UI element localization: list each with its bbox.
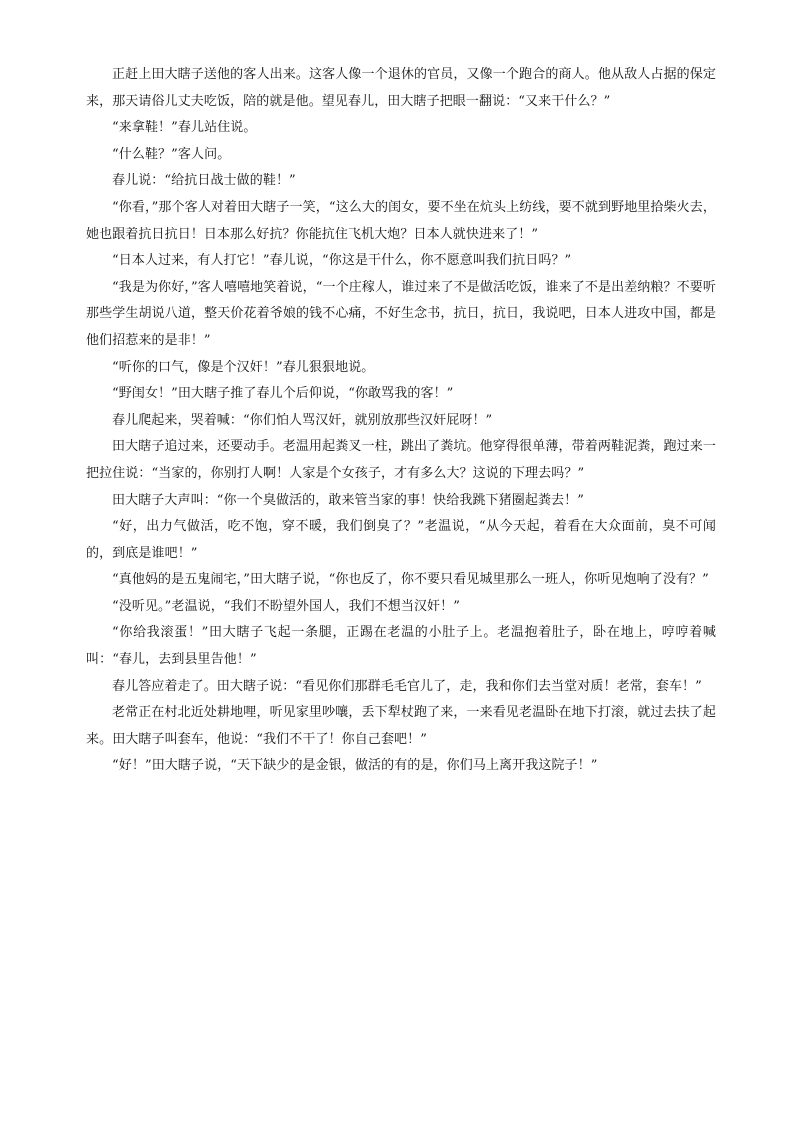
paragraph: “听你的口气，像是个汉奸！”春儿狠狠地说。 xyxy=(112,359,375,375)
paragraph: “真他妈的是五鬼闹宅，”田大瞎子说，“你也反了，你不要只看见城里那么一班人，你听见炮响了没有？” xyxy=(112,572,709,588)
paragraph: 田大瞎子追过来，还要动手。老温用起粪叉一柱，跳出了粪坑。他穿得很单薄，带着两鞋泥粪，跑过来一把拉住说：“当家的，你别打人啊！人家是个女孩子，才有多么大？这说的下理去吗？” xyxy=(86,439,716,481)
paragraph: 春儿答应着走了。田大瞎子说：“看见你们那群毛毛官儿了，走，我和你们去当堂对质！老常，套车！” xyxy=(112,678,702,694)
paragraph: “我是为你好，”客人嘻嘻地笑着说，“一个庄稼人，谁过来了不是做活吃饭，谁来了不是出差纳粮？不要听那些学生胡说八道，整天价花着爷娘的钱不心痛，不好生念书，抗日，抗日，我说吧，日本人进攻中国，都是他们招惹来的是非！” xyxy=(86,279,716,348)
story-text xyxy=(86,62,716,780)
paragraph: 春儿说：“给抗日战士做的鞋！” xyxy=(112,173,296,189)
paragraph: “你给我滚蛋！”田大瞎子飞起一条腿，正踢在老温的小肚子上。老温抱着肚子，卧在地上，哼哼着喊叫：“春儿，去到县里告他！” xyxy=(86,625,716,668)
paragraph: 老常正在村北近处耕地哩，听见家里吵嚷，丢下犁杖跑了来，一来看见老温卧在地下打滚，就过去扶了起来。田大瞎子叫套车，他说：“我们不干了！你自己套吧！” xyxy=(86,705,716,747)
paragraph: “好，出力气做活，吃不饱，穿不暖，我们倒臭了？”老温说，“从今天起，着看在大众面前，臭不可闻的，到底是谁吧！” xyxy=(86,519,716,561)
paragraph: “野闺女！”田大瞎子推了春儿个后仰说，“你敢骂我的客！” xyxy=(112,386,454,402)
paragraph: “日本人过来，有人打它！”春儿说，“你这是干什么，你不愿意叫我们抗日吗？” xyxy=(112,253,572,269)
paragraph: “你看，”那个客人对着田大瞎子一笑，“这么大的闺女，要不坐在炕头上纺线，要不就到野地里拾柴火去，她也跟着抗日抗日！日本那么好抗？你能抗住飞机大炮？日本人就快进来了！” xyxy=(86,199,716,242)
paragraph: 春儿爬起来，哭着喊：“你们怕人骂汉奸，就别放那些汉奸屁呀！” xyxy=(112,412,493,428)
paragraph: “没听见。”老温说，“我们不盼望外国人，我们不想当汉奸！” xyxy=(112,598,460,614)
paragraph: “好！”田大瞎子说，“天下缺少的是金银，做活的有的是，你们马上离开我这院子！” xyxy=(112,758,598,774)
paragraph: 田大瞎子大声叫：“你一个臭做活的，敢来管当家的事！快给我跳下猪圈起粪去！” xyxy=(112,492,584,508)
paragraph: “来拿鞋！”春儿站住说。 xyxy=(112,120,257,136)
paragraph: “什么鞋？”客人问。 xyxy=(112,146,231,162)
paragraph: 正赶上田大瞎子送他的客人出来。这客人像一个退休的官员，又像一个跑合的商人。他从敌人占据的保定来，那天请俗儿丈夫吃饭，陪的就是他。望见春儿，田大瞎子把眼一翻说：“又来干什么？” xyxy=(86,67,716,109)
